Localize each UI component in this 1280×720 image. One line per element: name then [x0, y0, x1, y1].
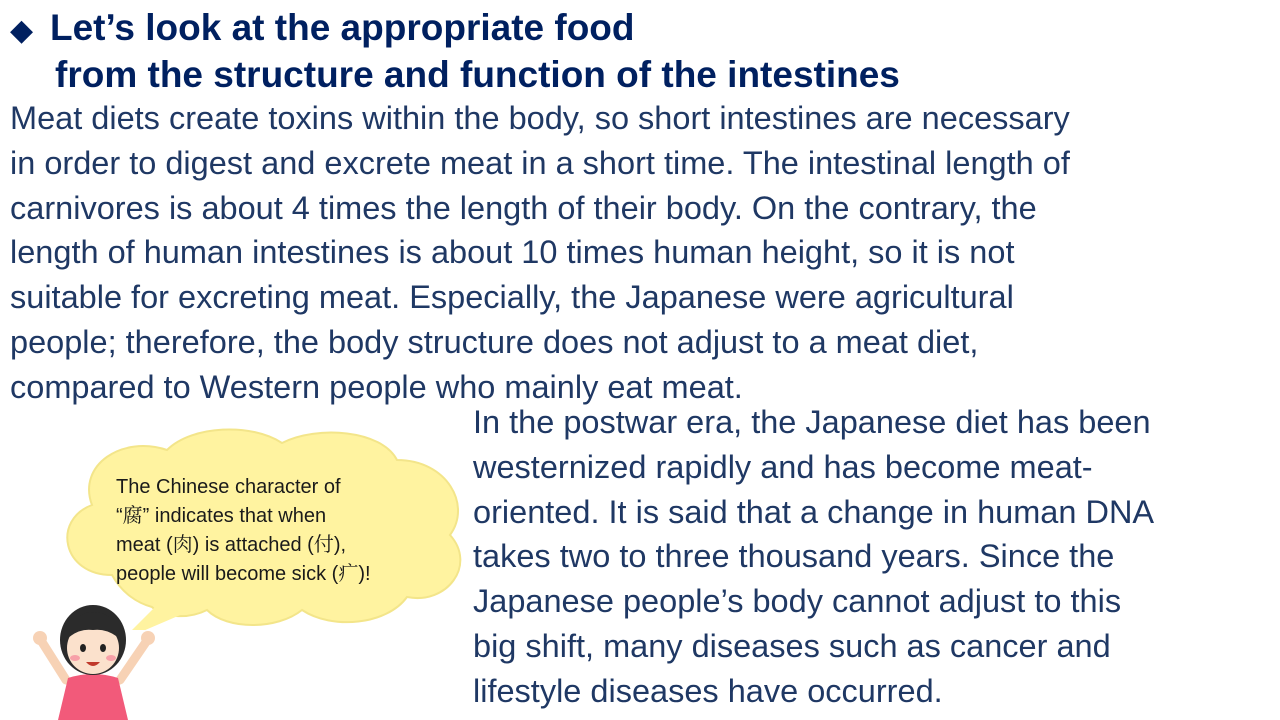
paragraph-line: In the postwar era, the Japanese diet has been [473, 404, 1151, 440]
paragraph-line: westernized rapidly and has become meat- [473, 448, 1093, 485]
paragraph-line: oriented. It is said that a change in human DNA [473, 493, 1155, 530]
diamond-bullet-icon: ◆ [10, 14, 34, 47]
paragraph-line: big shift, many diseases such as cancer and [473, 627, 1111, 664]
paragraph-line: Japanese people’s body cannot adjust to this [473, 583, 1122, 620]
title-line-2: from the structure and function of the intestines [55, 54, 900, 95]
body-paragraph-2 [473, 400, 1273, 714]
slide-title [10, 6, 1270, 97]
paragraph-line: in order to digest and excrete meat in a short time. The intestinal length of [10, 144, 1070, 181]
paragraph-line: takes two to three thousand years. Since the [473, 538, 1115, 575]
bubble-line: “腐” indicates that when [116, 505, 327, 527]
title-line-1 [10, 6, 1270, 53]
paragraph-line: Meat diets create toxins within the body, so short intestines are necessary [10, 100, 1070, 136]
paragraph-line: length of human intestines is about 10 times human height, so it is not [10, 234, 1015, 271]
bubble-line: meat (肉) is attached (付), [116, 534, 347, 556]
girl-icon [28, 600, 158, 720]
paragraph-line: carnivores is about 4 times the length of their body. On the contrary, the [10, 189, 1037, 226]
bubble-text [116, 473, 436, 589]
girl-illustration [28, 600, 158, 720]
bubble-line: people will become sick (疒)! [116, 563, 371, 585]
paragraph-line: people; therefore, the body structure does not adjust to a meat diet, [10, 323, 979, 360]
paragraph-line: compared to Western people who mainly eat meat. [10, 368, 743, 405]
title-text-1: Let’s look at the appropriate food [50, 7, 635, 48]
body-paragraph-1 [10, 96, 1272, 410]
bubble-line: The Chinese character of [116, 476, 341, 498]
paragraph-line: lifestyle diseases have occurred. [473, 672, 943, 709]
paragraph-line: suitable for excreting meat. Especially, the Japanese were agricultural [10, 279, 1014, 316]
